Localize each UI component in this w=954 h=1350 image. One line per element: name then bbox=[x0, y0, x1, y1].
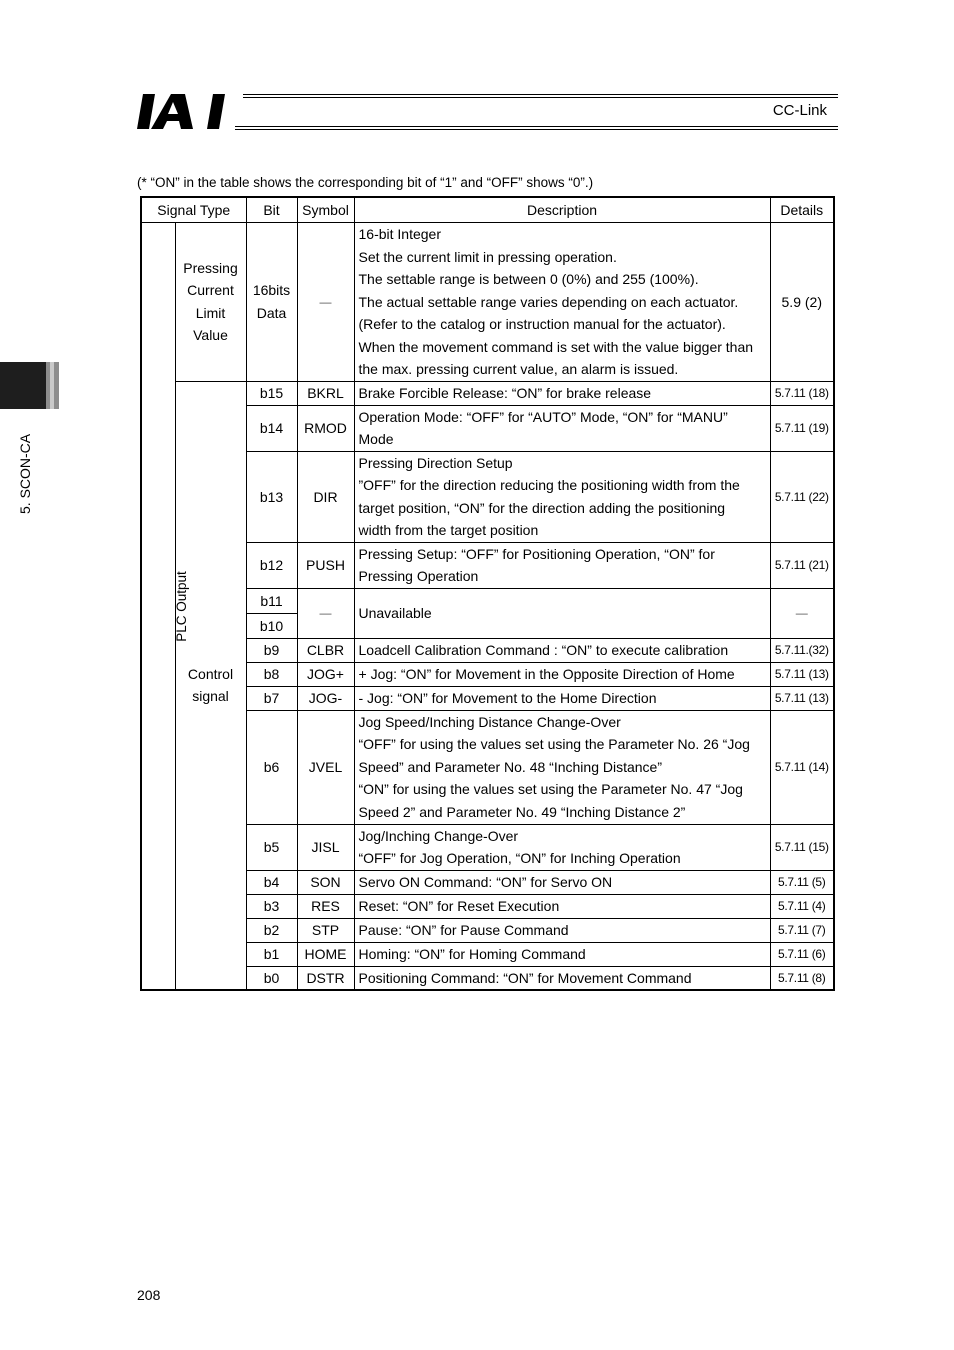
description-line: Unavailable bbox=[358, 604, 432, 621]
description-cell bbox=[354, 966, 770, 990]
chapter-tab-highlight bbox=[50, 362, 54, 409]
bit-line: 16bits bbox=[252, 282, 291, 299]
description-cell bbox=[354, 894, 770, 918]
description-line: “OFF” for using the values set using the Parameter No. 26 “Jog bbox=[358, 736, 750, 753]
description-cell bbox=[354, 405, 770, 451]
symbol-cell: — bbox=[297, 223, 354, 382]
details-cell: — bbox=[770, 588, 834, 638]
description-cell bbox=[354, 542, 770, 588]
symbol-cell: — bbox=[297, 588, 354, 638]
bit-cell: b10 bbox=[246, 613, 297, 638]
plc-output-signal-table bbox=[140, 196, 835, 991]
page-number: 208 bbox=[137, 1287, 161, 1303]
description-cell bbox=[354, 870, 770, 894]
description-cell bbox=[354, 662, 770, 686]
description-line: - Jog: “ON” for Movement to the Home Direction bbox=[358, 689, 657, 706]
header-signal-type: Signal Type bbox=[141, 197, 246, 223]
details-cell: 5.7.11 (8) bbox=[770, 966, 834, 990]
symbol-cell: SON bbox=[297, 870, 354, 894]
bit-cell: b2 bbox=[246, 918, 297, 942]
description-cell bbox=[354, 942, 770, 966]
details-cell: 5.7.11 (5) bbox=[770, 870, 834, 894]
signal-type-line: Limit bbox=[195, 304, 226, 321]
symbol-cell: BKRL bbox=[297, 381, 354, 405]
description-cell bbox=[354, 588, 770, 638]
description-line: Pressing Operation bbox=[358, 568, 479, 584]
bit-cell: b13 bbox=[246, 451, 297, 542]
symbol-cell: JISL bbox=[297, 824, 354, 870]
description-line: Operation Mode: “OFF” for “AUTO” Mode, “ON” for “MANU” bbox=[358, 408, 728, 425]
control-signal-line: Control bbox=[187, 665, 234, 682]
description-line: Servo ON Command: “ON” for Servo ON bbox=[358, 873, 613, 890]
bit-cell: b3 bbox=[246, 894, 297, 918]
symbol-cell: JOG+ bbox=[297, 662, 354, 686]
description-line: 16-bit Integer bbox=[358, 226, 441, 242]
symbol-cell: HOME bbox=[297, 942, 354, 966]
signal-type-line: Pressing bbox=[183, 259, 238, 276]
details-cell: 5.7.11 (19) bbox=[770, 405, 834, 451]
bit-cell: b11 bbox=[246, 588, 297, 613]
bit-cell: b8 bbox=[246, 662, 297, 686]
symbol-cell: RMOD bbox=[297, 405, 354, 451]
symbol-cell: JVEL bbox=[297, 710, 354, 824]
symbol-cell: JOG- bbox=[297, 686, 354, 710]
header-details: Details bbox=[770, 197, 834, 223]
header-bit: Bit bbox=[246, 197, 297, 223]
description-line: Speed” and Parameter No. 48 “Inching Distance” bbox=[358, 758, 662, 775]
bit-cell: b5 bbox=[246, 824, 297, 870]
control-signal-line: signal bbox=[192, 688, 229, 705]
bit-cell: b4 bbox=[246, 870, 297, 894]
section-title: CC-Link bbox=[772, 102, 827, 119]
details-cell: 5.7.11.(32) bbox=[770, 638, 834, 662]
description-line: width from the target position bbox=[358, 522, 539, 538]
details-cell: 5.7.11 (15) bbox=[770, 824, 834, 870]
description-line: “OFF” for Jog Operation, “ON” for Inching Operation bbox=[358, 850, 681, 866]
symbol-cell: RES bbox=[297, 894, 354, 918]
description-line: When the movement command is set with the value bigger than bbox=[358, 338, 754, 355]
bit-cell: b12 bbox=[246, 542, 297, 588]
description-cell bbox=[354, 686, 770, 710]
bit-line: Data bbox=[256, 304, 287, 321]
symbol-cell: PUSH bbox=[297, 542, 354, 588]
bit-cell: b15 bbox=[246, 381, 297, 405]
bit-cell: b6 bbox=[246, 710, 297, 824]
details-cell: 5.7.11 (4) bbox=[770, 894, 834, 918]
description-cell bbox=[354, 381, 770, 405]
details-cell: 5.7.11 (13) bbox=[770, 686, 834, 710]
chapter-label: 5. SCON-CA bbox=[17, 433, 33, 514]
table-row bbox=[141, 223, 834, 382]
details-cell: 5.7.11 (18) bbox=[770, 381, 834, 405]
details-cell: 5.7.11 (21) bbox=[770, 542, 834, 588]
description-line: Speed 2” and Parameter No. 49 “Inching Distance 2” bbox=[358, 803, 686, 820]
description-line: Pressing Direction Setup bbox=[358, 454, 513, 471]
header-rule bbox=[235, 129, 838, 130]
details-cell: 5.7.11 (13) bbox=[770, 662, 834, 686]
description-line: The actual settable range varies depending on each actuator. bbox=[358, 293, 739, 310]
description-line: + Jog: “ON” for Movement in the Opposite Direction of Home bbox=[358, 665, 735, 682]
symbol-cell: DSTR bbox=[297, 966, 354, 990]
group-label: PLC Output bbox=[173, 571, 189, 642]
symbol-cell: CLBR bbox=[297, 638, 354, 662]
description-line: Pause: “ON” for Pause Command bbox=[358, 921, 569, 938]
signal-type-line: Value bbox=[193, 327, 228, 344]
description-cell bbox=[354, 918, 770, 942]
description-line: target position, “ON” for the direction adding the positioning bbox=[358, 499, 726, 516]
table-header-row bbox=[141, 197, 834, 223]
description-line: Mode bbox=[358, 431, 394, 447]
description-cell bbox=[354, 638, 770, 662]
description-cell bbox=[354, 223, 770, 382]
table-note: (* “ON” in the table shows the corresponding bit of “1” and “OFF” shows “0”.) bbox=[137, 175, 594, 190]
description-cell bbox=[354, 451, 770, 542]
description-line: the max. pressing current value, an alarm is issued. bbox=[358, 361, 679, 377]
header-rule bbox=[243, 97, 838, 98]
signal-type-line: Current bbox=[187, 282, 234, 299]
table-row bbox=[141, 381, 834, 405]
bit-cell: b7 bbox=[246, 686, 297, 710]
bit-cell: b9 bbox=[246, 638, 297, 662]
description-line: Pressing Setup: “OFF” for Positioning Operation, “ON” for bbox=[358, 545, 715, 562]
bit-cell: b14 bbox=[246, 405, 297, 451]
symbol-cell: STP bbox=[297, 918, 354, 942]
description-line: Homing: “ON” for Homing Command bbox=[358, 945, 586, 962]
details-cell: 5.7.11 (7) bbox=[770, 918, 834, 942]
description-line: Jog Speed/Inching Distance Change-Over bbox=[358, 713, 621, 730]
group-cell-plc-output bbox=[141, 223, 189, 991]
details-cell: 5.9 (2) bbox=[770, 223, 834, 382]
bit-cell: b1 bbox=[246, 942, 297, 966]
description-line: Reset: “ON” for Reset Execution bbox=[358, 897, 560, 914]
iai-logo bbox=[137, 94, 237, 130]
description-cell bbox=[354, 710, 770, 824]
bit-cell: b0 bbox=[246, 966, 297, 990]
description-line: Positioning Command: “ON” for Movement Command bbox=[358, 969, 692, 986]
description-line: The settable range is between 0 (0%) and 255 (100%). bbox=[358, 271, 699, 287]
description-line: “ON” for using the values set using the Parameter No. 47 “Jog bbox=[358, 781, 743, 798]
signal-type-cell bbox=[175, 223, 246, 382]
description-line: (Refer to the catalog or instruction manual for the actuator). bbox=[358, 316, 726, 332]
description-line: Jog/Inching Change-Over bbox=[358, 827, 519, 844]
chapter-tab bbox=[0, 362, 46, 409]
description-line: Loadcell Calibration Command : “ON” to execute calibration bbox=[358, 641, 729, 658]
description-cell bbox=[354, 824, 770, 870]
symbol-cell: DIR bbox=[297, 451, 354, 542]
control-signal-cell bbox=[175, 381, 246, 990]
header-symbol: Symbol bbox=[297, 197, 354, 223]
description-line: ”OFF” for the direction reducing the positioning width from the bbox=[358, 477, 740, 493]
details-cell: 5.7.11 (14) bbox=[770, 710, 834, 824]
details-cell: 5.7.11 (6) bbox=[770, 942, 834, 966]
details-cell: 5.7.11 (22) bbox=[770, 451, 834, 542]
bit-cell bbox=[246, 223, 297, 382]
header-rule bbox=[235, 126, 838, 127]
description-line: Brake Forcible Release: “ON” for brake release bbox=[358, 384, 652, 401]
header-description: Description bbox=[354, 197, 770, 223]
description-line: Set the current limit in pressing operation. bbox=[358, 248, 617, 265]
header-rule bbox=[243, 94, 838, 95]
